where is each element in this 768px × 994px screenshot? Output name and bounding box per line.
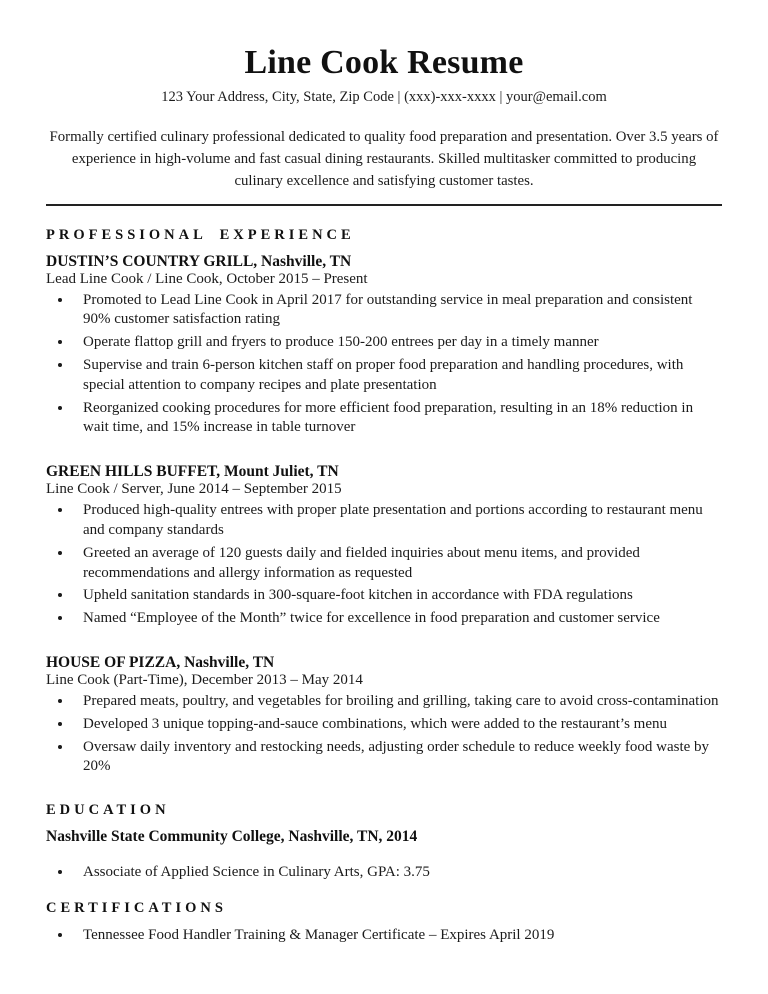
job-role-dates: Line Cook (Part-Time), December 2013 – May 2014 — [46, 671, 363, 688]
job-bullet: • Operate flattop grill and fryers to produce 150-200 entrees per day in a timely manner — [73, 333, 722, 353]
job-bullet-list — [46, 692, 722, 777]
job-bullet: • Greeted an average of 120 guests daily and fielded inquiries about menu items, and provided recommendations and allergy information as requested — [73, 544, 722, 584]
job-bullet: • Upheld sanitation standards in 300-square-foot kitchen in accordance with FDA regulations — [73, 586, 722, 606]
page-title: Line Cook Resume — [244, 44, 524, 81]
education-section-heading: EDUCATION — [46, 802, 170, 819]
experience-section-heading: PROFESSIONAL EXPERIENCE — [46, 226, 355, 243]
section-education — [46, 802, 722, 883]
job-role-dates: Line Cook / Server, June 2014 – September 2015 — [46, 481, 342, 498]
certification-bullet: • Tennessee Food Handler Training & Manager Certificate – Expires April 2019 — [73, 926, 722, 946]
header-divider — [46, 204, 722, 206]
job-bullet: • Developed 3 unique topping-and-sauce combinations, which were added to the restaurant’s menu — [73, 715, 722, 735]
job-bullet: • Prepared meats, poultry, and vegetables for broiling and grilling, taking care to avoid cross-contamination — [73, 692, 722, 712]
education-school: Nashville State Community College, Nashville, TN, 2014 — [46, 828, 418, 846]
job-bullet-list — [46, 501, 722, 629]
job-bullet: • Produced high-quality entrees with proper plate presentation and portions according to restaurant menu and company standards — [73, 501, 722, 541]
job-bullet: • Reorganized cooking procedures for more efficient food preparation, resulting in an 18% reduction in wait time, and 15% increase in table turnover — [73, 399, 722, 439]
certification-bullet-list — [46, 926, 722, 946]
summary-text: Formally certified culinary professional dedicated to quality food preparation and presentation. Over 3.5 years of experience in high-volume and fast casual dining restaurants. Skilled multitasker committed to producing culinary excellence and satisfying customer tastes. — [49, 129, 719, 190]
education-bullet-list — [46, 863, 722, 883]
job-bullet: • Named “Employee of the Month” twice for excellence in food preparation and customer service — [73, 609, 722, 629]
job-entry — [46, 253, 722, 439]
job-bullet: • Supervise and train 6-person kitchen staff on proper food preparation and handling procedures, with special attention to company recipes and plate presentation — [73, 356, 722, 396]
job-entry — [46, 463, 722, 629]
job-role-dates: Lead Line Cook / Line Cook, October 2015 – Present — [46, 270, 368, 287]
contact-line: 123 Your Address, City, State, Zip Code | (xxx)-xxx-xxxx | your@email.com — [161, 89, 607, 105]
job-bullet-list — [46, 291, 722, 439]
education-bullet: • Associate of Applied Science in Culinary Arts, GPA: 3.75 — [73, 863, 722, 883]
job-employer: DUSTIN’S COUNTRY GRILL, Nashville, TN — [46, 252, 352, 270]
job-bullet: • Promoted to Lead Line Cook in April 2017 for outstanding service in meal preparation and consistent 90% customer satisfaction rating — [73, 291, 722, 331]
certifications-section-heading: CERTIFICATIONS — [46, 899, 227, 916]
job-employer: HOUSE OF PIZZA, Nashville, TN — [46, 653, 275, 671]
job-employer: GREEN HILLS BUFFET, Mount Juliet, TN — [46, 463, 339, 481]
section-professional-experience — [46, 227, 722, 778]
section-certifications — [46, 900, 722, 946]
job-entry — [46, 654, 722, 777]
job-bullet: • Oversaw daily inventory and restocking needs, adjusting order schedule to reduce weekly food waste by 20% — [73, 738, 722, 778]
